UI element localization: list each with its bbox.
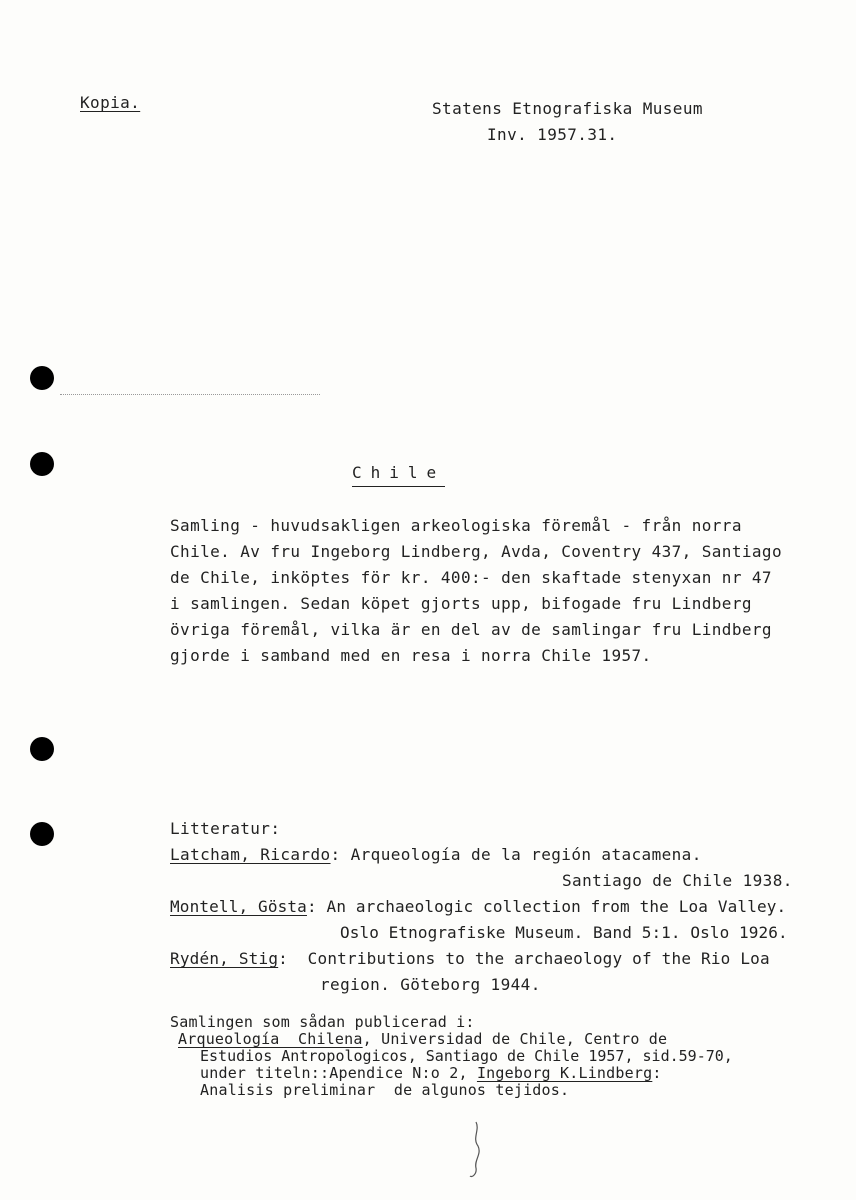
- literature-entry: [170, 949, 770, 969]
- literature-entry-cont: Santiago de Chile 1938.: [562, 871, 793, 890]
- inventory-number: Inv. 1957.31.: [487, 125, 618, 144]
- punch-hole-2: [30, 452, 54, 476]
- literature-text: : An archaeologic collection from the Loa Valley.: [306, 897, 787, 916]
- description-line: i samlingen. Sedan köpet gjorts upp, bifogade fru Lindberg: [170, 594, 752, 613]
- publication-work: Arqueología Chilena: [178, 1030, 363, 1048]
- description-line: övriga föremål, vilka är en del av de samlingar fru Lindberg: [170, 620, 772, 639]
- punch-hole-1: [30, 366, 54, 390]
- literature-author: Montell, Gösta: [170, 897, 307, 916]
- description-line: de Chile, inköptes för kr. 400:- den skaftade stenyxan nr 47: [170, 568, 772, 587]
- publication-text: under titeln::Apendice N:o 2,: [200, 1064, 477, 1082]
- literature-entry: [170, 845, 702, 865]
- publication-intro: Samlingen som sådan publicerad i:: [170, 1013, 475, 1031]
- museum-name: Statens Etnografiska Museum: [432, 99, 703, 118]
- punch-hole-3: [30, 737, 54, 761]
- publication-text: :: [652, 1064, 662, 1082]
- document-title: Chile: [352, 463, 445, 487]
- description-line: Chile. Av fru Ingeborg Lindberg, Avda, Coventry 437, Santiago: [170, 542, 783, 561]
- literature-heading: Litteratur:: [170, 819, 281, 838]
- description-line: gjorde i samband med en resa i norra Chile 1957.: [170, 646, 652, 665]
- literature-text: : Contributions to the archaeology of the Rio Loa: [278, 949, 770, 968]
- handwritten-mark: [466, 1120, 486, 1180]
- literature-entry: [170, 897, 786, 917]
- publication-author: Ingeborg K.Lindberg: [476, 1064, 653, 1082]
- publication-text: , Universidad de Chile, Centro de: [362, 1030, 668, 1048]
- literature-entry-cont: Oslo Etnografiske Museum. Band 5:1. Oslo 1926.: [340, 923, 788, 942]
- description-line: Samling - huvudsakligen arkeologiska föremål - från norra: [170, 516, 742, 535]
- copy-mark: Kopia.: [80, 93, 141, 112]
- publication-line: Analisis preliminar de algunos tejidos.: [200, 1081, 570, 1099]
- publication-line: Estudios Antropologicos, Santiago de Chile 1957, sid.59-70,: [200, 1047, 733, 1065]
- literature-text: : Arqueología de la región atacamena.: [330, 845, 702, 864]
- literature-author: Latcham, Ricardo: [170, 845, 331, 864]
- literature-entry-cont: region. Göteborg 1944.: [320, 975, 541, 994]
- scan-dots: [60, 394, 320, 397]
- literature-author: Rydén, Stig: [170, 949, 279, 968]
- punch-hole-4: [30, 822, 54, 846]
